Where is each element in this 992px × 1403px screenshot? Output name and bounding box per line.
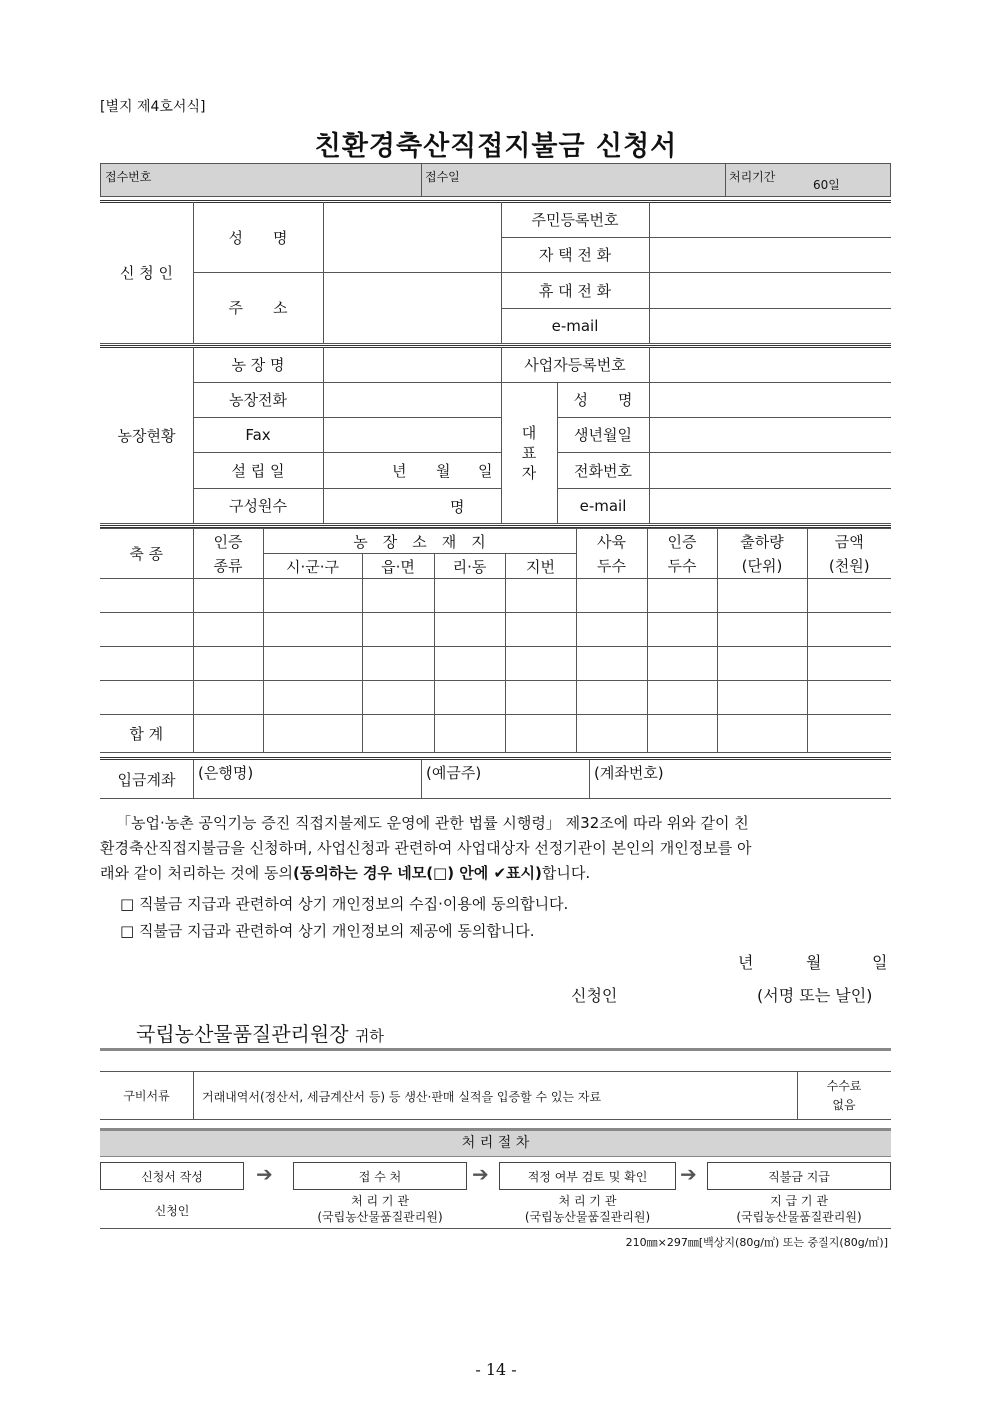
paper-spec: 210㎜×297㎜[백상지(80g/㎡) 또는 중질지(80g/㎡)] bbox=[625, 1236, 888, 1249]
representative-char-1: 대 bbox=[521, 423, 537, 442]
statement-paragraph bbox=[100, 811, 890, 886]
farm-name-field[interactable] bbox=[324, 348, 500, 381]
farm-name-label: 농 장 명 bbox=[231, 356, 285, 374]
resident-number-field[interactable] bbox=[650, 203, 890, 236]
account-number-field[interactable]: (계좌번호) bbox=[594, 764, 664, 782]
rep-email-label: e-mail bbox=[579, 496, 627, 515]
rep-name-field[interactable] bbox=[650, 383, 890, 416]
col-eupmyeon: 읍·면 bbox=[362, 554, 434, 579]
col-shipment-2: (단위) bbox=[717, 554, 807, 579]
receipt-date-label: 접수일 bbox=[425, 170, 460, 184]
table-row[interactable] bbox=[100, 579, 891, 613]
actor-payment-org: (국립농산물품질관리원) bbox=[736, 1210, 862, 1224]
arrow-right-icon: ➔ bbox=[472, 1162, 489, 1186]
recipient-suffix: 귀하 bbox=[354, 1027, 384, 1045]
actor-receipt bbox=[293, 1193, 467, 1225]
table-row[interactable] bbox=[100, 681, 891, 715]
founded-date-label: 설 립 일 bbox=[231, 461, 285, 480]
rep-name-label: 성 명 bbox=[573, 391, 633, 409]
bank-name-field[interactable]: (은행명) bbox=[198, 764, 254, 782]
processing-period-label: 처리기간 bbox=[729, 170, 776, 184]
processing-period-value: 60일 bbox=[813, 178, 840, 192]
members-label: 구성원수 bbox=[229, 497, 287, 515]
mobile-phone-label: 휴 대 전 화 bbox=[538, 281, 612, 300]
arrow-right-icon: ➔ bbox=[680, 1162, 697, 1186]
col-raised-1: 사육 bbox=[576, 529, 647, 554]
statement-line-2: 환경축산직접지불금을 신청하며, 사업신청과 관련하여 사업대상자 선정기관이 본인의 개인정보를 아 bbox=[100, 839, 752, 857]
farm-phone-field[interactable] bbox=[324, 383, 500, 416]
col-cert-type-1: 인증 bbox=[193, 529, 263, 554]
total-label: 합 계 bbox=[100, 715, 193, 753]
livestock-table bbox=[100, 528, 891, 753]
founded-month-unit: 월 bbox=[436, 462, 451, 480]
founded-year-unit: 년 bbox=[392, 462, 407, 480]
table-row[interactable] bbox=[100, 613, 891, 647]
step-payment: 직불금 지급 bbox=[707, 1162, 891, 1190]
representative-char-3: 자 bbox=[521, 463, 537, 482]
form-id: [별지 제4호서식] bbox=[100, 99, 206, 115]
fee-label: 수수료 bbox=[826, 1079, 862, 1093]
recipient bbox=[136, 1018, 384, 1047]
receipt-number-label: 접수번호 bbox=[105, 170, 152, 184]
recipient-name: 국립농산물품질관리원장 bbox=[136, 1022, 349, 1046]
business-registration-label: 사업자등록번호 bbox=[524, 356, 626, 374]
account-holder-field[interactable]: (예금주) bbox=[426, 764, 482, 782]
actor-review bbox=[499, 1193, 676, 1225]
actor-receipt-org: (국립농산물품질관리원) bbox=[317, 1210, 443, 1224]
applicant-address-label: 주 소 bbox=[228, 299, 288, 317]
statement-line-3b: (동의하는 경우 네모(□) 안에 ✔표시) bbox=[292, 864, 542, 882]
consent-collection-checkbox[interactable]: □ 직불금 지급과 관련하여 상기 개인정보의 수집·이용에 동의합니다. bbox=[120, 895, 569, 913]
rep-phone-label: 전화번호 bbox=[574, 461, 632, 480]
representative-char-2: 표 bbox=[521, 443, 537, 462]
page-number: - 14 - bbox=[475, 1360, 517, 1379]
statement-line-3c: 합니다. bbox=[541, 864, 591, 882]
col-jibun: 지번 bbox=[505, 554, 576, 579]
business-registration-field[interactable] bbox=[650, 348, 890, 381]
fee-info bbox=[797, 1077, 891, 1115]
home-phone-label: 자 택 전 화 bbox=[538, 246, 612, 264]
table-row[interactable] bbox=[100, 647, 891, 681]
statement-line-1: 「농업·농촌 공익기능 증진 직접지불제도 운영에 관한 법률 시행령」 제32조에 따라 위와 같이 친 bbox=[116, 814, 749, 832]
farm-phone-label: 농장전화 bbox=[229, 391, 287, 409]
col-shipment-1: 출하량 bbox=[717, 529, 807, 554]
actor-applicant: 신청인 bbox=[154, 1204, 190, 1218]
fax-label: Fax bbox=[245, 425, 271, 444]
members-unit: 명 bbox=[450, 498, 465, 516]
rep-birth-label: 생년월일 bbox=[574, 426, 632, 444]
email-label: e-mail bbox=[551, 316, 599, 335]
actor-payment bbox=[707, 1193, 891, 1225]
total-row[interactable] bbox=[100, 715, 891, 753]
col-cert-count-1: 인증 bbox=[647, 529, 717, 554]
col-amount-2: (천원) bbox=[807, 554, 891, 579]
actor-receipt-title: 처 리 기 관 bbox=[351, 1194, 409, 1208]
sign-applicant-label: 신청인 bbox=[571, 986, 618, 1005]
applicant-name-label: 성 명 bbox=[228, 228, 288, 247]
arrow-right-icon: ➔ bbox=[256, 1162, 273, 1186]
col-cert-count-2: 두수 bbox=[647, 554, 717, 579]
actor-review-title: 처 리 기 관 bbox=[558, 1194, 617, 1208]
col-cert-type-2: 종류 bbox=[193, 554, 263, 579]
applicant-address-field[interactable] bbox=[324, 273, 500, 342]
mobile-phone-field[interactable] bbox=[650, 273, 890, 307]
col-ridong: 리·동 bbox=[434, 554, 505, 579]
col-amount-1: 금액 bbox=[807, 529, 891, 554]
actor-review-org: (국립농산물품질관리원) bbox=[524, 1210, 651, 1224]
rep-email-field[interactable] bbox=[650, 489, 890, 522]
signature-field[interactable]: (서명 또는 날인) bbox=[757, 986, 873, 1005]
step-receipt: 접 수 처 bbox=[293, 1162, 467, 1190]
receipt-bar bbox=[100, 163, 891, 197]
account-label: 입금계좌 bbox=[117, 770, 176, 789]
actor-payment-title: 지 급 기 관 bbox=[770, 1194, 828, 1208]
col-species: 축 종 bbox=[100, 529, 193, 579]
email-field[interactable] bbox=[650, 309, 890, 342]
representative-label bbox=[501, 382, 557, 523]
rep-birth-field[interactable] bbox=[650, 418, 890, 451]
fee-value: 없음 bbox=[832, 1098, 856, 1112]
resident-number-label: 주민등록번호 bbox=[531, 211, 619, 229]
col-raised-2: 두수 bbox=[576, 554, 647, 579]
page-title: 친환경축산직접지불금 신청서 bbox=[314, 131, 678, 162]
home-phone-field[interactable] bbox=[650, 238, 890, 271]
rep-phone-field[interactable] bbox=[650, 453, 890, 487]
consent-provision-checkbox[interactable]: □ 직불금 지급과 관련하여 상기 개인정보의 제공에 동의합니다. bbox=[120, 922, 535, 940]
founded-day-unit: 일 bbox=[478, 462, 493, 480]
col-sigungu: 시·군·구 bbox=[263, 554, 362, 579]
fax-field[interactable] bbox=[324, 418, 500, 451]
sign-day: 일 bbox=[872, 953, 888, 972]
applicant-name-field[interactable] bbox=[324, 203, 500, 271]
col-farm-location: 농 장 소 재 지 bbox=[263, 529, 576, 554]
farm-section-label: 농장현황 bbox=[117, 426, 176, 445]
applicant-section-label: 신 청 인 bbox=[119, 264, 173, 282]
sign-year: 년 bbox=[738, 953, 754, 972]
statement-line-3a: 래와 같이 처리하는 것에 동의 bbox=[100, 864, 293, 882]
required-docs-content: 거래내역서(정산서, 세금계산서 등) 등 생산·판매 실적을 입증할 수 있는 자료 bbox=[202, 1090, 602, 1104]
step-review: 적정 여부 검토 및 확인 bbox=[499, 1162, 676, 1190]
procedure-header: 처 리 절 차 bbox=[100, 1128, 891, 1157]
step-application: 신청서 작성 bbox=[100, 1162, 244, 1190]
required-docs-label: 구비서류 bbox=[123, 1088, 170, 1103]
sign-month: 월 bbox=[806, 953, 822, 972]
